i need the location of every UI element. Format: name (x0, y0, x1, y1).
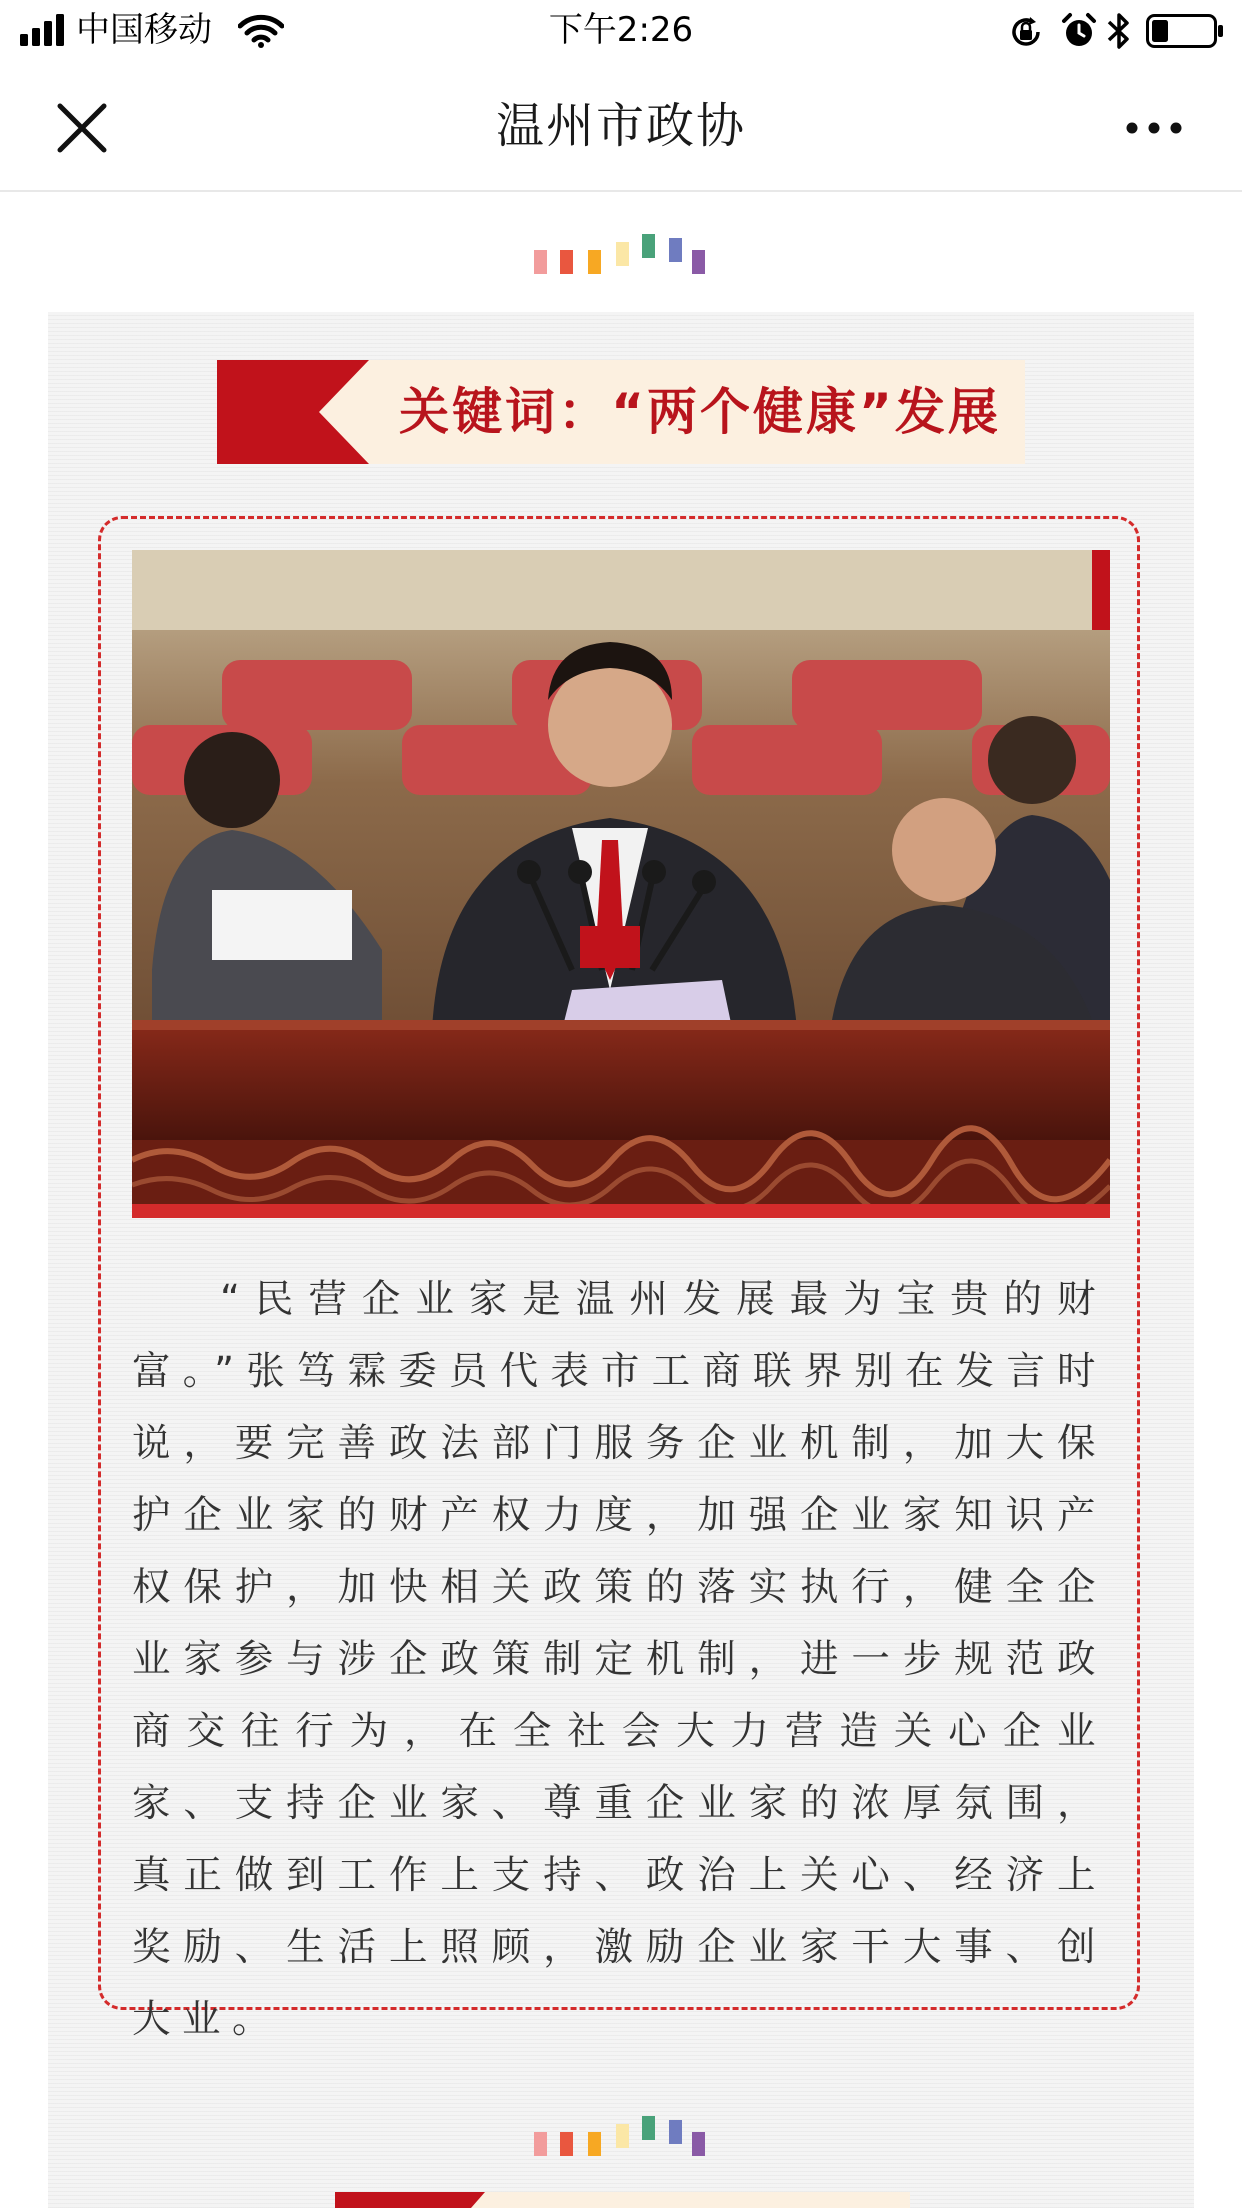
next-keyword-banner (335, 2192, 910, 2208)
clock-time: 下午2:26 (548, 10, 694, 50)
nav-bar (0, 62, 1242, 192)
more-icon[interactable] (1122, 118, 1186, 138)
speaker-photo (132, 550, 1110, 1218)
page-title: 温州市政协 (495, 98, 746, 154)
bluetooth-icon (1106, 10, 1132, 52)
decorative-color-bars-bottom (532, 2112, 712, 2160)
alarm-icon (1060, 12, 1098, 50)
decorative-color-bars (532, 230, 712, 278)
article-paragraph: “民营企业家是温州发展最为宝贵的财富。”张笃霖委员代表市工商联界别在发言时说，要完善政法部门服务企业机制，加大保护企业家的财产权力度，加强企业家知识产权保护，加快相关政策的落实执行，健全企业家参与涉企政策制定机制，进一步规范政商交往行为，在全社会大力营造关心企业家、支持企业家、尊重企业家的浓厚氛围，真正做到工作上支持、政治上关心、经济上奖励、生活上照顾，激励企业家干大事、创大业。 (132, 1277, 1107, 2042)
rotation-lock-icon (1008, 14, 1044, 50)
keyword-banner (217, 360, 1025, 464)
status-bar (0, 0, 1242, 62)
keyword-title: 关键词：“两个健康”发展 (399, 383, 1001, 441)
carrier-label: 中国移动 (76, 10, 212, 50)
banner-arrow-shape (217, 360, 369, 464)
battery-icon (1146, 14, 1224, 48)
